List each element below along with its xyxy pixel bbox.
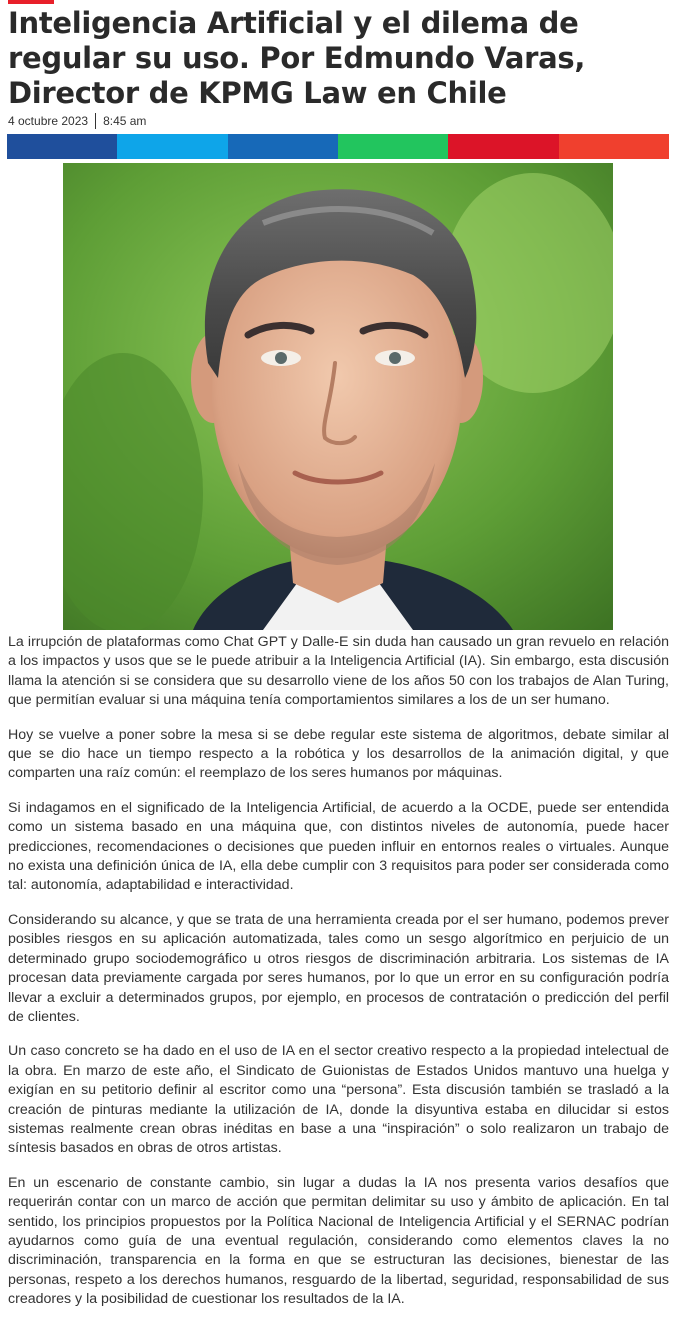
category-tab [8,0,54,4]
article-paragraph: Considerando su alcance, y que se trata de una herramienta creada por el ser humano, podemos prever posibles riesgos en su aplicación automatizada, tales como un sesgo algorítmico en perjuicio de un determinado grupo sociodemográfico u otros riesgos de discriminación arbitraria. Los sistemas de IA procesan data previamente cargada por seres humanos, por lo que un error en su configuración podría llevar a excluir a determinados grupos, por ejemplo, en procesos de contratación o predicción del perfil de clientes. [8,911,669,1025]
color-segment [448,134,558,159]
color-segment [338,134,448,159]
article-paragraph: Si indagamos en el significado de la Inteligencia Artificial, de acuerdo a la OCDE, puede ser entendida como un sistema basado en una máquina que, con distintos niveles de autonomía, puede hacer predicciones, recomendaciones o decisiones que pueden influir en entornos reales o virtuales. Aunque no exista una definición única de IA, ella debe cumplir con 3 requisitos para poder ser considerada como tal: autonomía, adaptabilidad e interactividad. [8,799,669,894]
article-time: 8:45 am [103,114,147,128]
article-meta [8,113,146,129]
article-title: Inteligencia Artificial y el dilema de regular su uso. Por Edmundo Varas, Director de KPMG Law en Chile [8,6,586,110]
article-paragraph: La irrupción de plataformas como Chat GPT y Dalle-E sin duda han causado un gran revuelo en relación a los impactos y usos que se le puede atribuir a la Inteligencia Artificial (IA). Sin embargo, esta discusión llama la atención si se considera que su desarrollo viene de los años 50 con los trabajos de Alan Turing, que permitían evaluar si una máquina tenía comportamientos similares a los de un ser humano. [8,634,669,709]
portrait-photo-icon [63,163,613,630]
color-segment [7,134,117,159]
article-date: 4 octubre 2023 [8,114,89,128]
color-bar [7,134,669,159]
author-photo [63,163,613,630]
article-paragraph: Hoy se vuelve a poner sobre la mesa si se debe regular este sistema de algoritmos, debate similar al que se dio hace un tiempo respecto a la robótica y los desarrollos de la animación digital, y que comparten una raíz común: el reemplazo de los seres humanos por máquinas. [8,726,669,782]
article-body [8,633,669,1325]
meta-separator [95,113,96,129]
color-segment [559,134,669,159]
color-segment [117,134,227,159]
article-paragraph: En un escenario de constante cambio, sin lugar a dudas la IA nos presenta varios desafíos que requerirán contar con un marco de acción que permitan delimitar su uso y ámbito de aplicación. En tal sentido, los principios propuestos por la Política Nacional de Inteligencia Artificial y el SERNAC podrían ayudarnos como guía de una eventual regulación, considerando como elementos claves la no discriminación, transparencia en la forma en que se estructuran las decisiones, bienestar de las personas, respeto a los derechos humanos, resguardo de la libertad, seguridad, responsabilidad de sus creadores y la posibilidad de cuestionar los resultados de la IA. [8,1174,669,1308]
color-segment [228,134,338,159]
article-paragraph: Un caso concreto se ha dado en el uso de IA en el sector creativo respecto a la propiedad intelectual de la obra. En marzo de este año, el Sindicato de Guionistas de Estados Unidos mantuvo una huelga y exigían en su petitorio definir al escritor como una “persona”. Esta discusión también se trasladó a la creación de pinturas mediante la utilización de IA, donde la disyuntiva estaba en dilucidar si estos sistemas realmente crean obras inéditas en base a una “inspiración” o solo realizaron un trabajo de síntesis basados en obras de otros artistas. [8,1043,669,1157]
